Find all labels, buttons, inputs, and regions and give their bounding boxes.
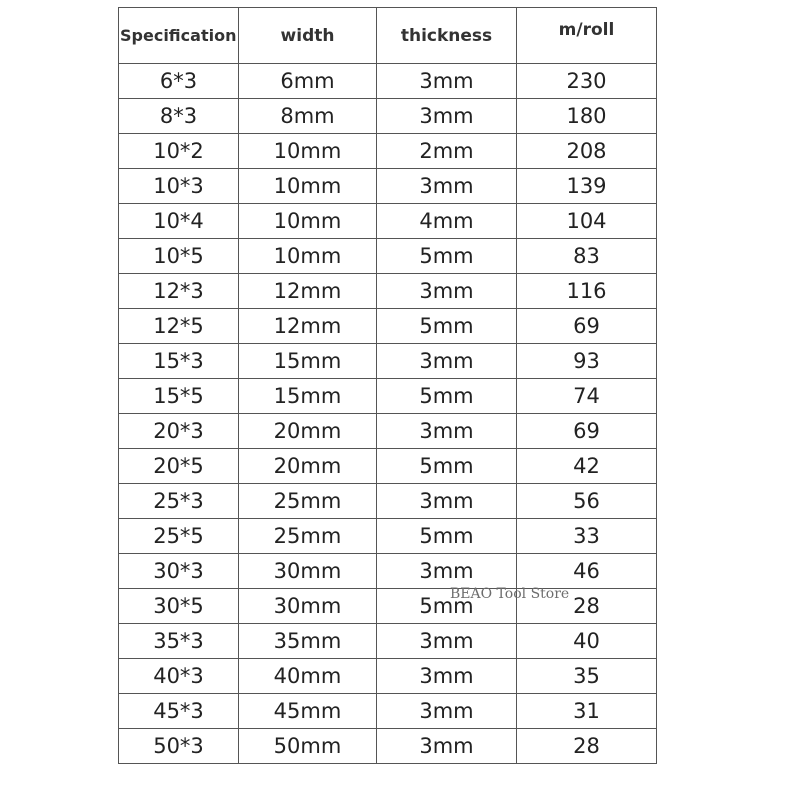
table-row — [119, 589, 657, 624]
table-row — [119, 134, 657, 169]
table-row — [119, 449, 657, 484]
store-watermark: BEAO Tool Store — [450, 586, 570, 602]
cell-m-per-roll: 31 — [517, 694, 657, 729]
cell-thickness: 3mm — [377, 554, 517, 589]
cell-specification: 30*5 — [119, 589, 239, 624]
cell-width: 10mm — [239, 239, 377, 274]
table-row — [119, 659, 657, 694]
cell-thickness: 3mm — [377, 624, 517, 659]
cell-thickness: 2mm — [377, 134, 517, 169]
cell-m-per-roll: 180 — [517, 99, 657, 134]
cell-width: 40mm — [239, 659, 377, 694]
cell-m-per-roll: 116 — [517, 274, 657, 309]
cell-m-per-roll: 83 — [517, 239, 657, 274]
cell-width: 12mm — [239, 309, 377, 344]
cell-thickness: 3mm — [377, 484, 517, 519]
cell-specification: 50*3 — [119, 729, 239, 764]
table-header — [119, 8, 657, 64]
cell-specification: 45*3 — [119, 694, 239, 729]
cell-m-per-roll: 139 — [517, 169, 657, 204]
cell-m-per-roll: 40 — [517, 624, 657, 659]
cell-m-per-roll: 69 — [517, 309, 657, 344]
cell-specification: 10*4 — [119, 204, 239, 239]
cell-width: 45mm — [239, 694, 377, 729]
cell-width: 20mm — [239, 414, 377, 449]
cell-width: 10mm — [239, 134, 377, 169]
table-row — [119, 484, 657, 519]
table-row — [119, 309, 657, 344]
cell-specification: 40*3 — [119, 659, 239, 694]
cell-m-per-roll: 28 — [517, 729, 657, 764]
cell-width: 25mm — [239, 484, 377, 519]
cell-m-per-roll: 93 — [517, 344, 657, 379]
table-body — [119, 64, 657, 764]
table-row — [119, 729, 657, 764]
cell-m-per-roll: 208 — [517, 134, 657, 169]
cell-thickness: 5mm — [377, 519, 517, 554]
cell-width: 12mm — [239, 274, 377, 309]
cell-specification: 12*3 — [119, 274, 239, 309]
cell-specification: 10*2 — [119, 134, 239, 169]
table-row — [119, 414, 657, 449]
cell-m-per-roll: 104 — [517, 204, 657, 239]
cell-width: 35mm — [239, 624, 377, 659]
table-row — [119, 239, 657, 274]
cell-specification: 12*5 — [119, 309, 239, 344]
cell-thickness: 3mm — [377, 729, 517, 764]
table-row — [119, 694, 657, 729]
cell-thickness: 4mm — [377, 204, 517, 239]
header-m-per-roll: m/roll — [517, 8, 657, 64]
cell-specification: 10*5 — [119, 239, 239, 274]
spec-table — [118, 7, 657, 764]
cell-specification: 6*3 — [119, 64, 239, 99]
cell-m-per-roll: 46 — [517, 554, 657, 589]
cell-width: 8mm — [239, 99, 377, 134]
cell-width: 20mm — [239, 449, 377, 484]
cell-thickness: 3mm — [377, 659, 517, 694]
table-row — [119, 99, 657, 134]
cell-m-per-roll: 230 — [517, 64, 657, 99]
cell-m-per-roll: 69 — [517, 414, 657, 449]
table-row — [119, 64, 657, 99]
cell-thickness: 3mm — [377, 274, 517, 309]
cell-m-per-roll: 33 — [517, 519, 657, 554]
cell-thickness: 3mm — [377, 414, 517, 449]
cell-thickness: 3mm — [377, 169, 517, 204]
cell-specification: 20*5 — [119, 449, 239, 484]
table-row — [119, 169, 657, 204]
cell-m-per-roll: 74 — [517, 379, 657, 414]
header-row — [119, 8, 657, 64]
cell-width: 10mm — [239, 204, 377, 239]
cell-thickness: 5mm — [377, 309, 517, 344]
table-row — [119, 554, 657, 589]
cell-width: 50mm — [239, 729, 377, 764]
cell-width: 6mm — [239, 64, 377, 99]
table-row — [119, 344, 657, 379]
cell-specification: 20*3 — [119, 414, 239, 449]
cell-width: 30mm — [239, 589, 377, 624]
cell-width: 10mm — [239, 169, 377, 204]
cell-specification: 8*3 — [119, 99, 239, 134]
cell-thickness: 5mm — [377, 589, 517, 624]
header-specification: Specification — [119, 8, 239, 64]
cell-specification: 15*3 — [119, 344, 239, 379]
cell-thickness: 3mm — [377, 64, 517, 99]
header-thickness: thickness — [377, 8, 517, 64]
table-row — [119, 204, 657, 239]
header-width: width — [239, 8, 377, 64]
cell-specification: 25*3 — [119, 484, 239, 519]
cell-specification: 35*3 — [119, 624, 239, 659]
cell-thickness: 3mm — [377, 694, 517, 729]
cell-thickness: 3mm — [377, 99, 517, 134]
cell-specification: 15*5 — [119, 379, 239, 414]
table-row — [119, 519, 657, 554]
cell-m-per-roll: 56 — [517, 484, 657, 519]
cell-thickness: 5mm — [377, 239, 517, 274]
cell-m-per-roll: 42 — [517, 449, 657, 484]
cell-m-per-roll: 28 — [517, 589, 657, 624]
cell-thickness: 3mm — [377, 344, 517, 379]
table-row — [119, 379, 657, 414]
cell-specification: 25*5 — [119, 519, 239, 554]
cell-width: 15mm — [239, 344, 377, 379]
table-row — [119, 624, 657, 659]
cell-thickness: 5mm — [377, 379, 517, 414]
cell-width: 30mm — [239, 554, 377, 589]
cell-width: 15mm — [239, 379, 377, 414]
cell-thickness: 5mm — [377, 449, 517, 484]
table-row — [119, 274, 657, 309]
cell-specification: 10*3 — [119, 169, 239, 204]
cell-specification: 30*3 — [119, 554, 239, 589]
cell-m-per-roll: 35 — [517, 659, 657, 694]
cell-width: 25mm — [239, 519, 377, 554]
